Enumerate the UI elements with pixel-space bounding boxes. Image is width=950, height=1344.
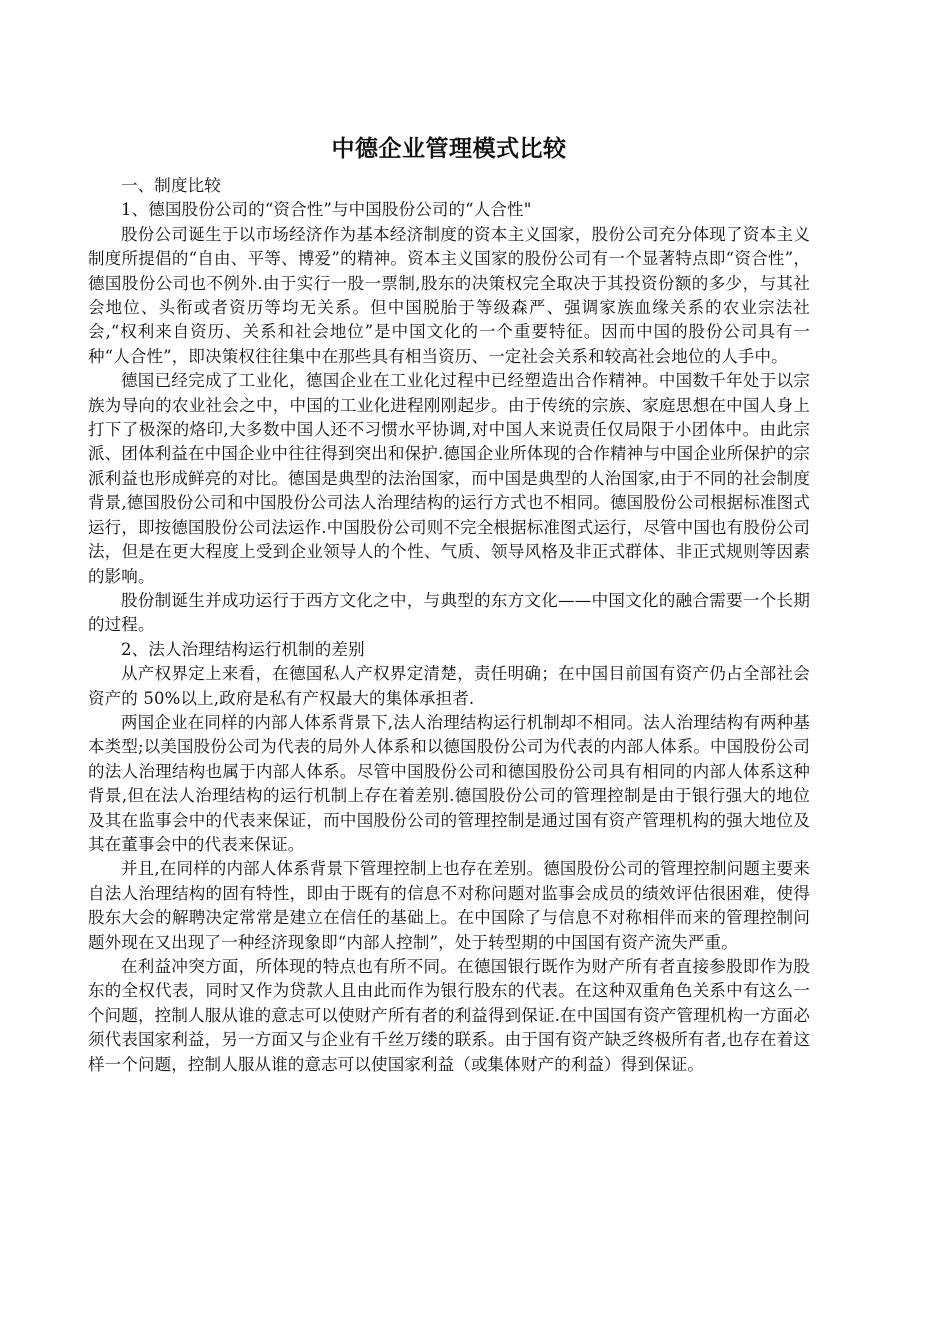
subsection-heading-2: 2、法人治理结构运行机制的差别 <box>121 639 365 659</box>
paragraph-4: 从产权界定上来看，在德国私人产权界定清楚，责任明确；在中国目前国有资产仍占全部社会资产的 50%以上,政府是私有产权最大的集体承担者. <box>88 664 810 708</box>
paragraph-7: 在利益冲突方面，所体现的特点也有所不同。在德国银行既作为财产所有者直接参股即作为股东的全权代表，同时又作为贷款人且由此而作为银行股东的代表。在这种双重角色关系中有这么一个问题，控制人服从谁的意志可以使财产所有者的利益得到保证.在中国国有资产管理机构一方面必须代表国家利益，另一方面又与企业有千丝万缕的联系。由于国有资产缺乏终极所有者,也存在着这样一个问题，控制人服从谁的意志可以使国家利益（或集体财产的利益）得到保证。 <box>88 957 810 1074</box>
subsection-heading-1: 1、德国股份公司的“资合性”与中国股份公司的“人合性" <box>121 200 532 220</box>
section-heading-institution: 一、制度比较 <box>121 176 221 195</box>
paragraph-1: 股份公司诞生于以市场经济作为基本经济制度的资本主义国家，股份公司充分体现了资本主义制度所提倡的“自由、平等、博爱”的精神。资本主义国家的股份公司有一个显著特点即“资合性”，德国股份公司也不例外.由于实行一股一票制,股东的决策权完全取决于其投资份额的多少，与其社会地位、头衔或者资历等均无关系。但中国脱胎于等级森严、强调家族血缘关系的农业宗法社会,“权利来自资历、关系和社会地位”是中国文化的一个重要特征。因而中国的股份公司具有一种“人合性”，即决策权往往集中在那些具有相当资历、一定社会关系和较高社会地位的人手中。 <box>88 224 810 366</box>
document-body <box>88 132 810 1077</box>
paragraph-6: 并且,在同样的内部人体系背景下管理控制上也存在差别。德国股份公司的管理控制问题主要来自法人治理结构的固有特性，即由于既有的信息不对称问题对监事会成员的绩效评估很困难，使得股东大会的解聘决定常常是建立在信任的基础上。在中国除了与信息不对称相伴而来的管理控制问题外现在又出现了一种经济现象即“内部人控制”，处于转型期的中国国有资产流失严重。 <box>88 859 810 952</box>
paragraph-3: 股份制诞生并成功运行于西方文化之中，与典型的东方文化——中国文化的融合需要一个长期的过程。 <box>88 590 810 635</box>
paragraph-5: 两国企业在同样的内部人体系背景下,法人治理结构运行机制却不相同。法人治理结构有两种基本类型;以美国股份公司为代表的局外人体系和以德国股份公司为代表的内部人体系。中国股份公司的法人治理结构也属于内部人体系。尽管中国股份公司和德国股份公司具有相同的内部人体系这种背景,但在法人治理结构的运行机制上存在着差别.德国股份公司的管理控制是由于银行强大的地位及其在监事会中的代表来保证，而中国股份公司的管理控制是通过国有资产管理机构的强大地位及其在董事会中的代表来保证。 <box>88 712 810 854</box>
page-title: 中德企业管理模式比较 <box>331 136 567 162</box>
paragraph-2: 德国已经完成了工业化，德国企业在工业化过程中已经塑造出合作精神。中国数千年处于以宗族为导向的农业社会之中，中国的工业化进程刚刚起步。由于传统的宗族、家庭思想在中国人身上打下了极深的烙印,大多数中国人还不习惯水平协调,对中国人来说责任仅局限于小团体中。由此宗派、团体利益在中国企业中往往得到突出和保护.德国企业所体现的合作精神与中国企业所保护的宗派利益也形成鲜亮的对比。德国是典型的法治国家，而中国是典型的人治国家,由于不同的社会制度背景,德国股份公司和中国股份公司法人治理结构的运行方式也不相同。德国股份公司根据标准图式运行，即按德国股份公司法运作.中国股份公司则不完全根据标准图式运行，尽管中国也有股份公司法，但是在更大程度上受到企业领导人的个性、气质、领导风格及非正式群体、非正式规则等因素的影响。 <box>88 371 810 586</box>
